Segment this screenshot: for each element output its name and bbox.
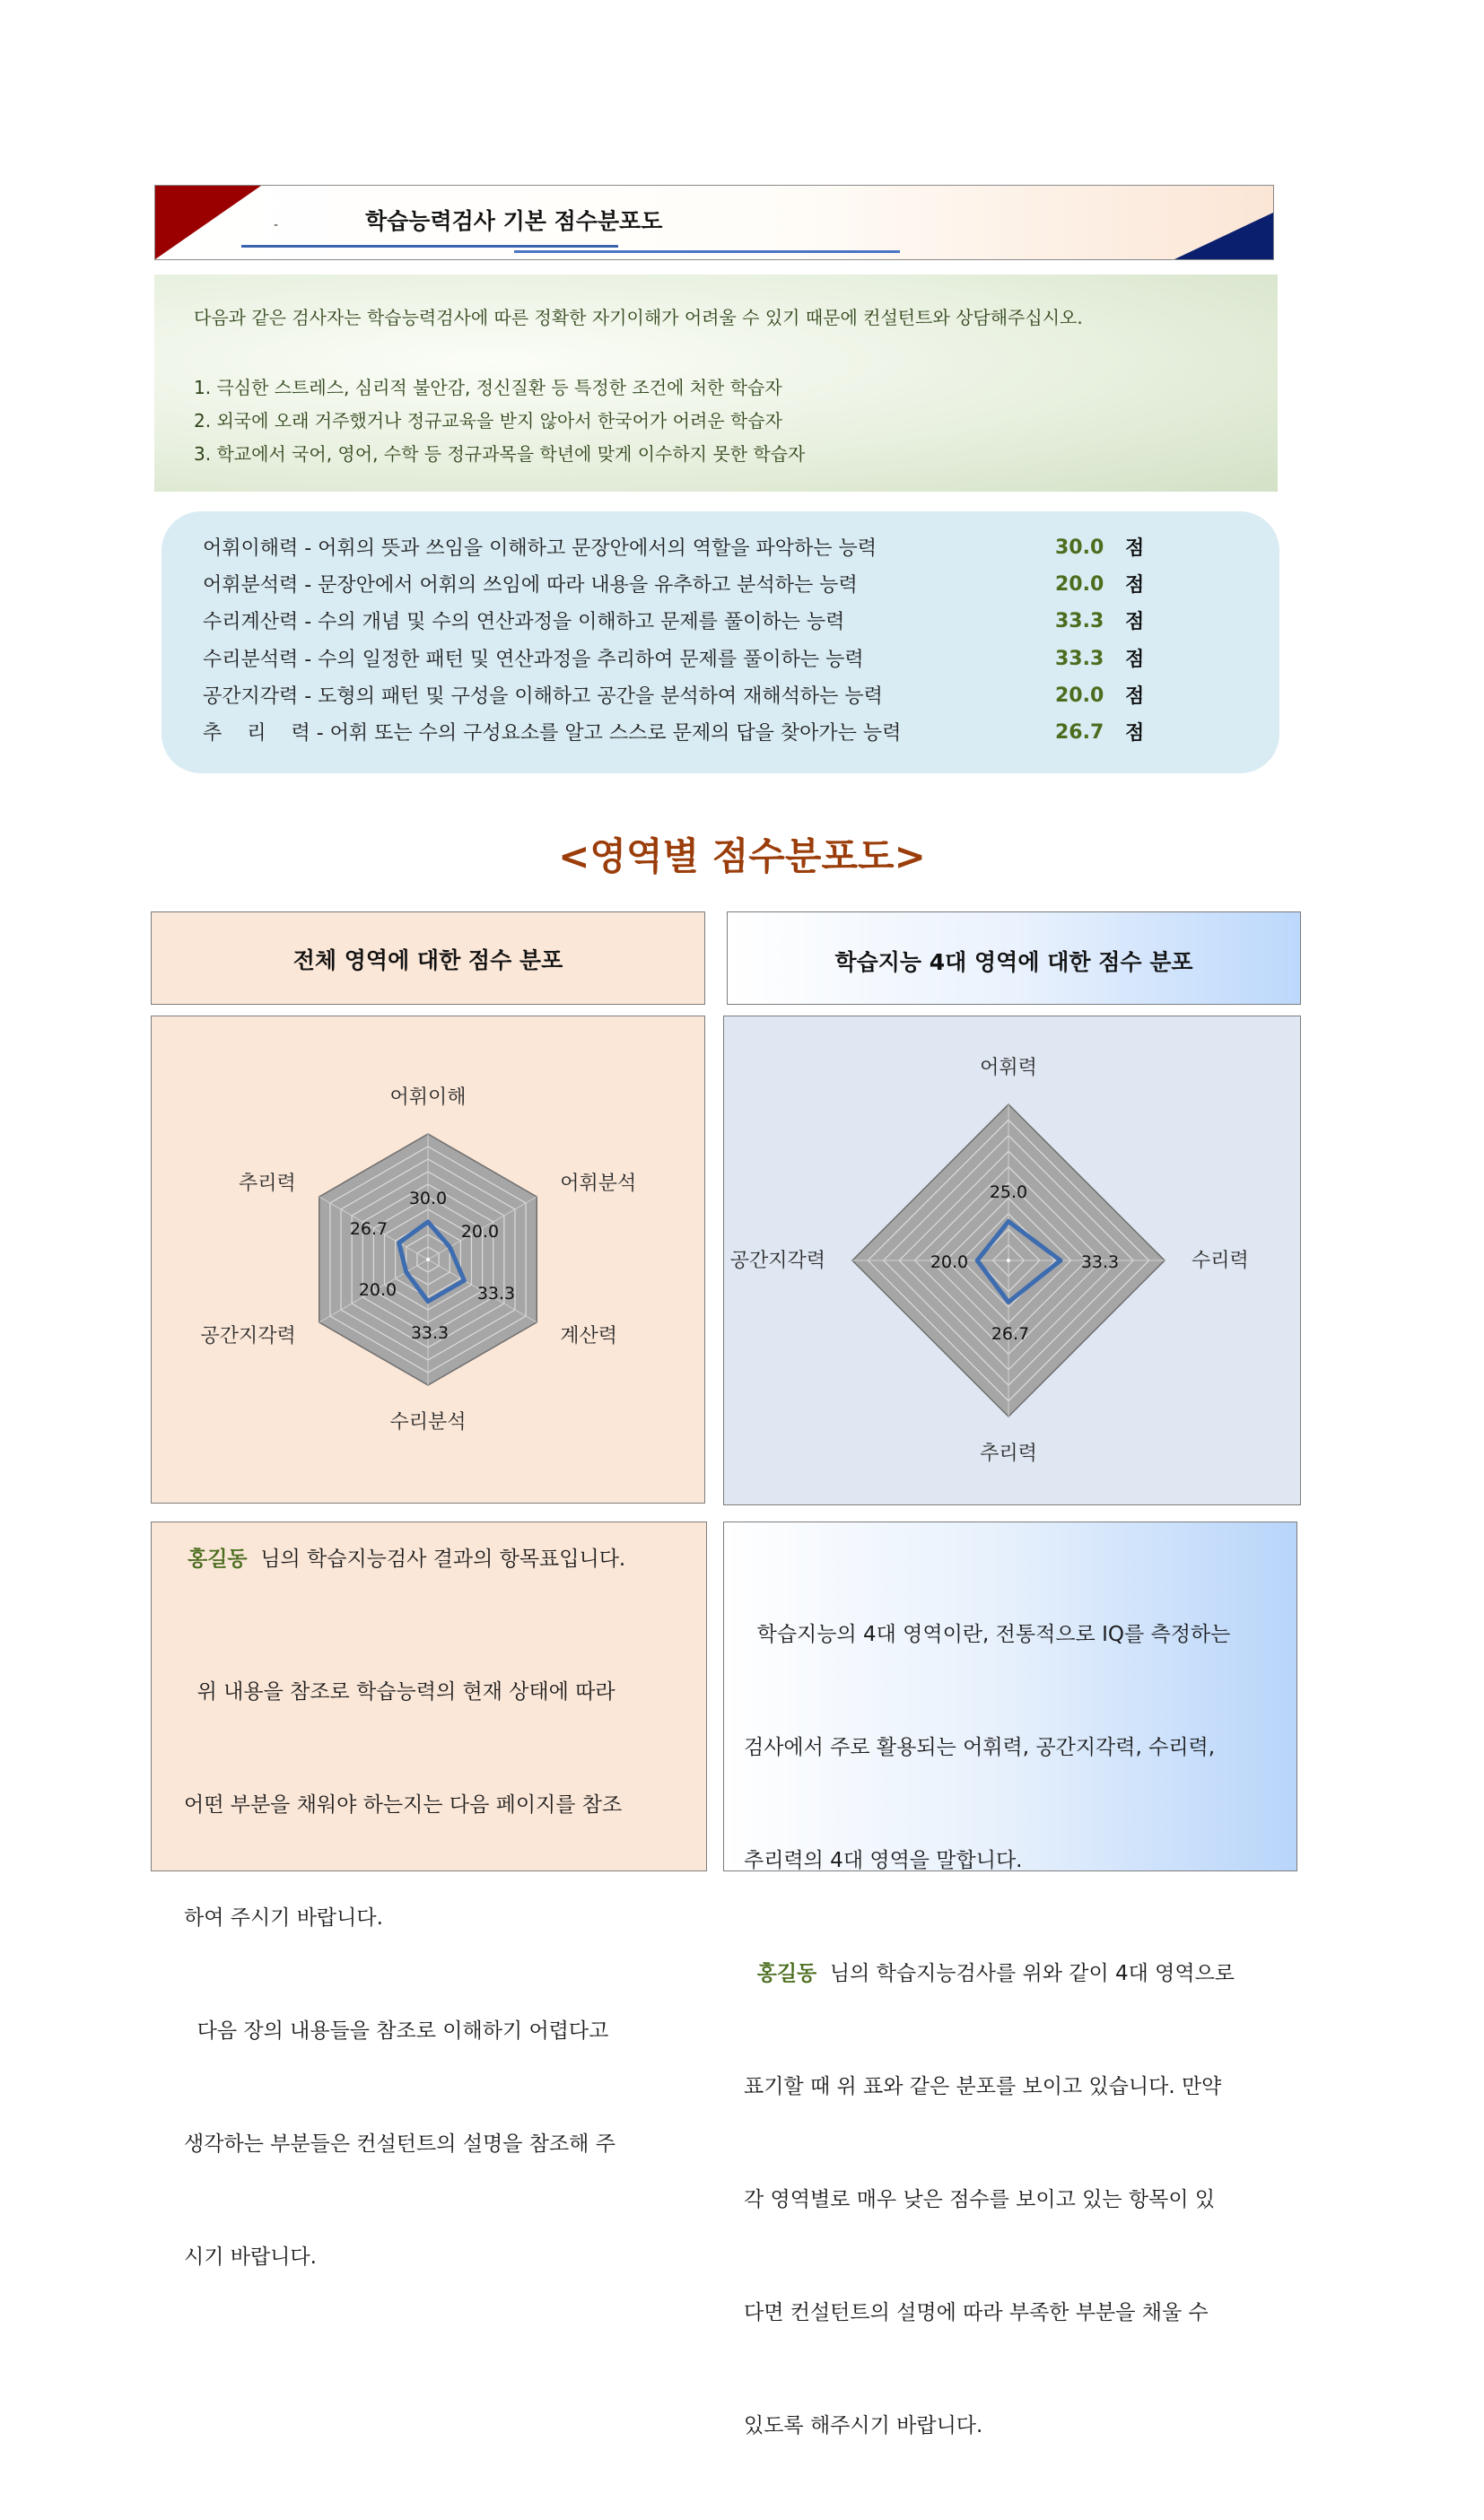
notice-intro: 다음과 같은 검사자는 학습능력검사에 따른 정확한 자기이해가 어려울 수 있기 때문에 컨설턴트와 상담해주십시오. [194, 307, 1083, 328]
ability-score: 33.3 [1055, 648, 1104, 670]
right-explanation-line: 학습지능의 4대 영역이란, 전통적으로 IQ를 측정하는 [744, 1623, 1231, 1646]
ability-unit: 점 [1125, 611, 1145, 633]
left-explanation-line: 다음 장의 내용들을 참조로 이해하기 어렵다고 [184, 2019, 609, 2043]
six-area-radar-chart [152, 1016, 703, 1502]
right-explanation-line: 각 영역별로 매우 낮은 점수를 보이고 있는 항목이 있 [744, 2188, 1216, 2211]
radar-value-label: 26.7 [349, 1219, 388, 1239]
ability-score: 20.0 [1055, 573, 1104, 596]
header-underline [241, 245, 618, 248]
radar-category-label: 어휘력 [980, 1057, 1037, 1079]
left-explanation-line: 시기 바랍니다. [184, 2245, 317, 2269]
right-explanation-box [723, 1522, 1297, 2437]
four-area-radar-panel [723, 1016, 1301, 1505]
radar-value-label: 20.0 [930, 1252, 969, 1272]
left-explanation-line: 생각하는 부분들은 컨설턴트의 설명을 참조해 주 [184, 2132, 615, 2156]
ability-score: 26.7 [1055, 721, 1104, 744]
header-decoration-right [1174, 213, 1273, 259]
radar-category-label: 공간지각력 [729, 1250, 825, 1272]
student-name: 홍길동 [756, 1962, 817, 1985]
header-dot: - [274, 218, 279, 232]
ability-score: 33.3 [1055, 610, 1104, 632]
section-title: <영역별 점수분포도> [558, 834, 926, 878]
radar-category-label: 수리력 [1192, 1250, 1249, 1272]
notice-box [154, 275, 1278, 492]
ability-unit: 점 [1125, 685, 1145, 708]
student-name: 홍길동 [188, 1548, 248, 1571]
ability-description: 수리분석력 - 수의 일정한 패턴 및 연산과정을 추리하여 문제를 풀이하는 능력 [203, 649, 864, 671]
radar-value-label: 33.3 [410, 1323, 450, 1343]
right-explanation-name-line-text: 님의 학습지능검사를 위와 같이 4대 영역으로 [816, 1962, 1235, 1985]
notice-item: 3. 학교에서 국어, 영어, 수학 등 정규과목을 학년에 맞게 이수하지 못한 학습자 [194, 443, 806, 465]
notice-item: 1. 극심한 스트레스, 심리적 불안감, 정신질환 등 특정한 조건에 처한 학습자 [194, 377, 782, 398]
left-explanation-first-line [188, 1540, 625, 1578]
notice-item: 2. 외국에 오래 거주했거나 정규교육을 받지 않아서 한국어가 어려운 학습자 [194, 410, 782, 432]
ability-score: 30.0 [1055, 536, 1104, 559]
right-explanation-name-line [744, 1955, 1235, 1992]
right-panel-heading [727, 911, 1301, 1005]
ability-unit: 점 [1125, 537, 1145, 560]
radar-category-label: 어휘이해 [389, 1086, 467, 1109]
radar-value-label: 20.0 [460, 1222, 500, 1242]
left-explanation-line: 위 내용을 참조로 학습능력의 현재 상태에 따라 [184, 1680, 615, 1704]
radar-value-label: 25.0 [989, 1182, 1028, 1202]
left-explanation-box [151, 1522, 707, 2269]
left-explanation-line: 하여 주시기 바랍니다. [184, 1906, 383, 1930]
ability-description: 추 리 력 - 어휘 또는 수의 구성요소를 알고 스스로 문제의 답을 찾아가는 능력 [203, 722, 902, 745]
ability-score-list [161, 511, 1279, 773]
right-explanation-line: 있도록 해주시기 바랍니다. [744, 2414, 983, 2437]
left-panel-heading-text: 전체 영역에 대한 점수 분포 [292, 947, 563, 973]
right-explanation-line: 추리력의 4대 영역을 말합니다. [744, 1849, 1023, 1872]
right-panel-heading-text: 학습지능 4대 영역에 대한 점수 분포 [834, 949, 1193, 975]
radar-category-label: 어휘분석 [560, 1173, 637, 1195]
radar-center [426, 1258, 430, 1261]
radar-value-label: 20.0 [358, 1280, 397, 1300]
radar-category-label: 공간지각력 [200, 1325, 296, 1347]
radar-category-label: 추리력 [239, 1173, 296, 1195]
left-panel-heading [151, 911, 705, 1005]
ability-unit: 점 [1125, 649, 1145, 671]
ability-description: 공간지각력 - 도형의 패턴 및 구성을 이해하고 공간을 분석하여 재해석하는 능력 [203, 685, 883, 708]
right-explanation-line: 다면 컨설턴트의 설명에 따라 부족한 부분을 채울 수 [744, 2301, 1209, 2324]
right-explanation-line: 표기할 때 위 표와 같은 분포를 보이고 있습니다. 만약 [744, 2075, 1222, 2098]
ability-score: 20.0 [1055, 684, 1104, 707]
ability-unit: 점 [1125, 722, 1145, 745]
radar-center [1007, 1259, 1010, 1262]
report-header [154, 185, 1274, 260]
radar-value-label: 33.3 [1080, 1252, 1120, 1272]
left-explanation-line: 어떤 부분을 채워야 하는지는 다음 페이지를 참조 [184, 1793, 623, 1817]
radar-value-label: 30.0 [408, 1189, 448, 1208]
ability-description: 어휘이해력 - 어휘의 뜻과 쓰임을 이해하고 문장안에서의 역할을 파악하는 능력 [203, 537, 877, 560]
right-explanation-text [744, 1540, 1235, 2520]
radar-value-label: 33.3 [476, 1284, 516, 1304]
left-explanation-first-line-text: 님의 학습지능검사 결과의 항목표입니다. [247, 1548, 626, 1571]
six-area-radar-panel [151, 1016, 705, 1504]
four-area-radar-chart [724, 1016, 1299, 1504]
header-title: 학습능력검사 기본 점수분포도 [365, 208, 663, 234]
radar-category-label: 추리력 [980, 1443, 1037, 1465]
right-explanation-line: 검사에서 주로 활용되는 어휘력, 공간지각력, 수리력, [744, 1736, 1216, 1759]
radar-category-label: 계산력 [560, 1325, 617, 1347]
left-explanation-text [184, 1598, 622, 2351]
header-decoration-left [155, 186, 261, 259]
header-underline [514, 250, 900, 253]
radar-category-label: 수리분석 [389, 1411, 467, 1434]
radar-value-label: 26.7 [991, 1324, 1030, 1344]
ability-unit: 점 [1125, 574, 1145, 597]
ability-description: 어휘분석력 - 문장안에서 어휘의 쓰임에 따라 내용을 유추하고 분석하는 능력 [203, 574, 858, 597]
ability-description: 수리계산력 - 수의 개념 및 수의 연산과정을 이해하고 문제를 풀이하는 능력 [203, 611, 845, 633]
